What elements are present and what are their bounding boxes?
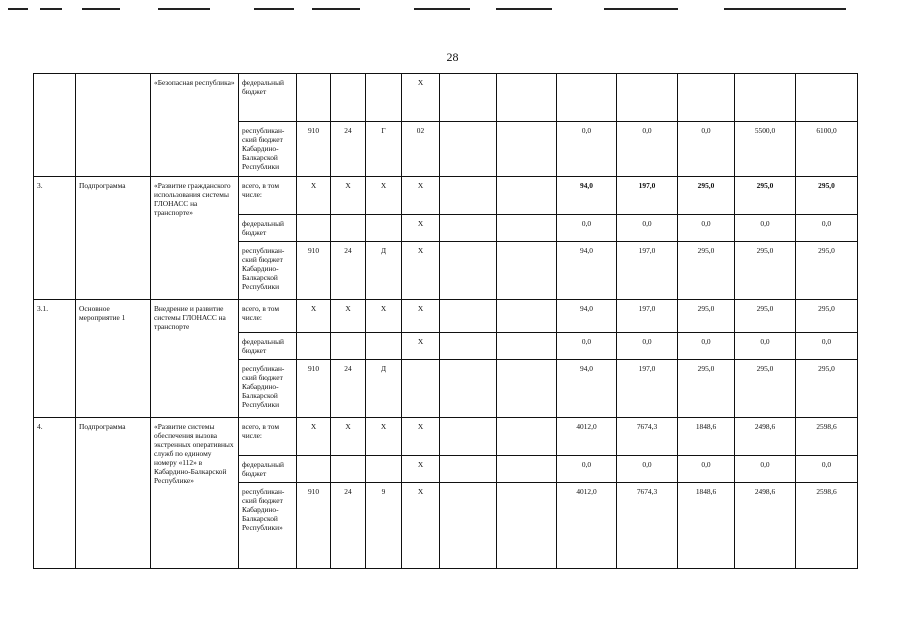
amount-cell: 0,0 [617, 215, 678, 242]
amount-cell: 295,0 [796, 360, 858, 418]
item-name-cell: «Развитие системы обеспечения вызова экстренных оперативных служб по единому номеру «112» в Кабардино-Балкарской Республике» [151, 418, 239, 569]
amount-cell [557, 74, 617, 122]
funding-source-cell: федеральный бюджет [239, 74, 297, 122]
amount-cell: 0,0 [678, 122, 735, 177]
budget-code-cell: Д [366, 360, 402, 418]
amount-cell: 0,0 [678, 456, 735, 483]
scan-artifact-line [604, 8, 678, 10]
amount-cell: 0,0 [557, 215, 617, 242]
empty-cell [440, 122, 497, 177]
budget-code-cell: Х [402, 74, 440, 122]
amount-cell: 94,0 [557, 242, 617, 300]
funding-source-cell: республикан-ский бюджет Кабардино-Балкарской Республики [239, 242, 297, 300]
row-number-cell: 3.1. [34, 300, 76, 418]
empty-cell [497, 483, 557, 569]
budget-code-cell [331, 74, 366, 122]
amount-cell: 295,0 [796, 242, 858, 300]
scan-artifact-line [312, 8, 360, 10]
budget-code-cell: Х [402, 333, 440, 360]
budget-code-cell [297, 333, 331, 360]
table-row [34, 177, 858, 215]
empty-cell [440, 242, 497, 300]
amount-cell: 295,0 [678, 177, 735, 215]
table-row [34, 418, 858, 456]
amount-cell: 295,0 [796, 177, 858, 215]
amount-cell: 2598,6 [796, 483, 858, 569]
amount-cell: 2498,6 [735, 483, 796, 569]
empty-cell [497, 177, 557, 215]
budget-code-cell: Х [402, 242, 440, 300]
empty-cell [440, 456, 497, 483]
amount-cell: 7674,3 [617, 483, 678, 569]
amount-cell: 295,0 [735, 300, 796, 333]
amount-cell: 94,0 [557, 177, 617, 215]
empty-cell [440, 74, 497, 122]
amount-cell: 0,0 [678, 333, 735, 360]
scan-artifact-line [82, 8, 120, 10]
budget-code-cell [297, 456, 331, 483]
amount-cell: 94,0 [557, 300, 617, 333]
amount-cell: 295,0 [735, 242, 796, 300]
row-number-cell [34, 74, 76, 177]
amount-cell: 295,0 [678, 242, 735, 300]
program-funding-table [33, 73, 858, 569]
amount-cell: 1848,6 [678, 483, 735, 569]
empty-cell [497, 300, 557, 333]
amount-cell: 197,0 [617, 300, 678, 333]
amount-cell: 0,0 [617, 456, 678, 483]
scan-artifact-line [8, 8, 28, 10]
amount-cell: 295,0 [735, 360, 796, 418]
budget-code-cell: 24 [331, 483, 366, 569]
funding-source-cell: республикан-ский бюджет Кабардино-Балкарской Республики [239, 360, 297, 418]
budget-code-cell [331, 456, 366, 483]
amount-cell: 0,0 [735, 456, 796, 483]
budget-code-cell: 24 [331, 122, 366, 177]
empty-cell [440, 177, 497, 215]
funding-source-cell: республикан-ский бюджет Кабардино-Балкарской Республики [239, 122, 297, 177]
empty-cell [497, 360, 557, 418]
amount-cell: 197,0 [617, 360, 678, 418]
budget-code-cell [402, 360, 440, 418]
amount-cell [796, 74, 858, 122]
amount-cell: 0,0 [557, 456, 617, 483]
budget-code-cell: 24 [331, 360, 366, 418]
budget-code-cell: Х [402, 300, 440, 333]
page-number: 28 [446, 50, 459, 64]
budget-code-cell: Х [331, 177, 366, 215]
table-row [34, 300, 858, 333]
amount-cell: 0,0 [557, 122, 617, 177]
amount-cell: 0,0 [735, 215, 796, 242]
amount-cell: 2498,6 [735, 418, 796, 456]
budget-code-cell [331, 215, 366, 242]
amount-cell: 295,0 [678, 300, 735, 333]
budget-code-cell [366, 215, 402, 242]
budget-code-cell: Х [331, 300, 366, 333]
amount-cell: 6100,0 [796, 122, 858, 177]
empty-cell [440, 483, 497, 569]
amount-cell: 5500,0 [735, 122, 796, 177]
empty-cell [497, 122, 557, 177]
budget-code-cell: Х [297, 418, 331, 456]
budget-code-cell [366, 333, 402, 360]
budget-code-cell [297, 74, 331, 122]
empty-cell [440, 300, 497, 333]
amount-cell [617, 74, 678, 122]
budget-code-cell: Х [402, 483, 440, 569]
funding-source-cell: всего, в том числе: [239, 300, 297, 333]
scan-artifact-line [158, 8, 210, 10]
empty-cell [497, 74, 557, 122]
amount-cell: 0,0 [796, 333, 858, 360]
amount-cell: 1848,6 [678, 418, 735, 456]
budget-code-cell: 910 [297, 483, 331, 569]
table-row [34, 74, 858, 122]
scan-artifact-line [254, 8, 294, 10]
scan-artifact-line [40, 8, 62, 10]
budget-code-cell [366, 456, 402, 483]
item-type-cell: Подпрограмма [76, 418, 151, 569]
amount-cell: 0,0 [557, 333, 617, 360]
item-type-cell [76, 74, 151, 177]
scan-artifact-line [724, 8, 846, 10]
amount-cell [735, 74, 796, 122]
budget-code-cell: 910 [297, 122, 331, 177]
budget-code-cell: Г [366, 122, 402, 177]
empty-cell [497, 215, 557, 242]
budget-code-cell: Х [331, 418, 366, 456]
budget-code-cell: Х [297, 300, 331, 333]
budget-code-cell: Х [366, 300, 402, 333]
amount-cell: 197,0 [617, 242, 678, 300]
funding-source-cell: федеральный бюджет [239, 456, 297, 483]
funding-source-cell: федеральный бюджет [239, 215, 297, 242]
budget-code-cell: Д [366, 242, 402, 300]
empty-cell [497, 333, 557, 360]
item-type-cell: Основное мероприятие 1 [76, 300, 151, 418]
amount-cell: 0,0 [796, 215, 858, 242]
budget-code-cell: Х [402, 215, 440, 242]
empty-cell [497, 418, 557, 456]
budget-code-cell: 24 [331, 242, 366, 300]
budget-code-cell: Х [366, 177, 402, 215]
empty-cell [440, 360, 497, 418]
amount-cell: 0,0 [735, 333, 796, 360]
amount-cell: 0,0 [796, 456, 858, 483]
amount-cell: 94,0 [557, 360, 617, 418]
budget-code-cell [297, 215, 331, 242]
scan-artifact-line [414, 8, 470, 10]
funding-source-cell: всего, в том числе: [239, 418, 297, 456]
empty-cell [497, 456, 557, 483]
budget-code-cell: Х [297, 177, 331, 215]
budget-code-cell [331, 333, 366, 360]
budget-code-cell: 910 [297, 242, 331, 300]
amount-cell: 295,0 [735, 177, 796, 215]
scan-artifact-line [496, 8, 552, 10]
amount-cell: 0,0 [617, 122, 678, 177]
budget-code-cell: Х [402, 177, 440, 215]
amount-cell: 0,0 [617, 333, 678, 360]
budget-code-cell: 910 [297, 360, 331, 418]
budget-code-cell [366, 74, 402, 122]
budget-code-cell: Х [402, 456, 440, 483]
item-name-cell: «Развитие гражданского использования системы ГЛОНАСС на транспорте» [151, 177, 239, 300]
amount-cell: 2598,6 [796, 418, 858, 456]
funding-source-cell: всего, в том числе: [239, 177, 297, 215]
amount-cell [678, 74, 735, 122]
item-name-cell: Внедрение и развитие системы ГЛОНАСС на транспорте [151, 300, 239, 418]
amount-cell: 0,0 [678, 215, 735, 242]
budget-code-cell: 02 [402, 122, 440, 177]
empty-cell [440, 333, 497, 360]
budget-code-cell: Х [402, 418, 440, 456]
budget-code-cell: Х [366, 418, 402, 456]
empty-cell [440, 418, 497, 456]
empty-cell [440, 215, 497, 242]
empty-cell [497, 242, 557, 300]
amount-cell: 7674,3 [617, 418, 678, 456]
amount-cell: 295,0 [678, 360, 735, 418]
row-number-cell: 3. [34, 177, 76, 300]
budget-code-cell: 9 [366, 483, 402, 569]
item-type-cell: Подпрограмма [76, 177, 151, 300]
amount-cell: 295,0 [796, 300, 858, 333]
row-number-cell: 4. [34, 418, 76, 569]
amount-cell: 4012,0 [557, 483, 617, 569]
amount-cell: 4012,0 [557, 418, 617, 456]
funding-source-cell: федеральный бюджет [239, 333, 297, 360]
funding-source-cell: республикан-ский бюджет Кабардино-Балкарской Республики» [239, 483, 297, 569]
amount-cell: 197,0 [617, 177, 678, 215]
item-name-cell: «Безопасная республика» [151, 74, 239, 177]
